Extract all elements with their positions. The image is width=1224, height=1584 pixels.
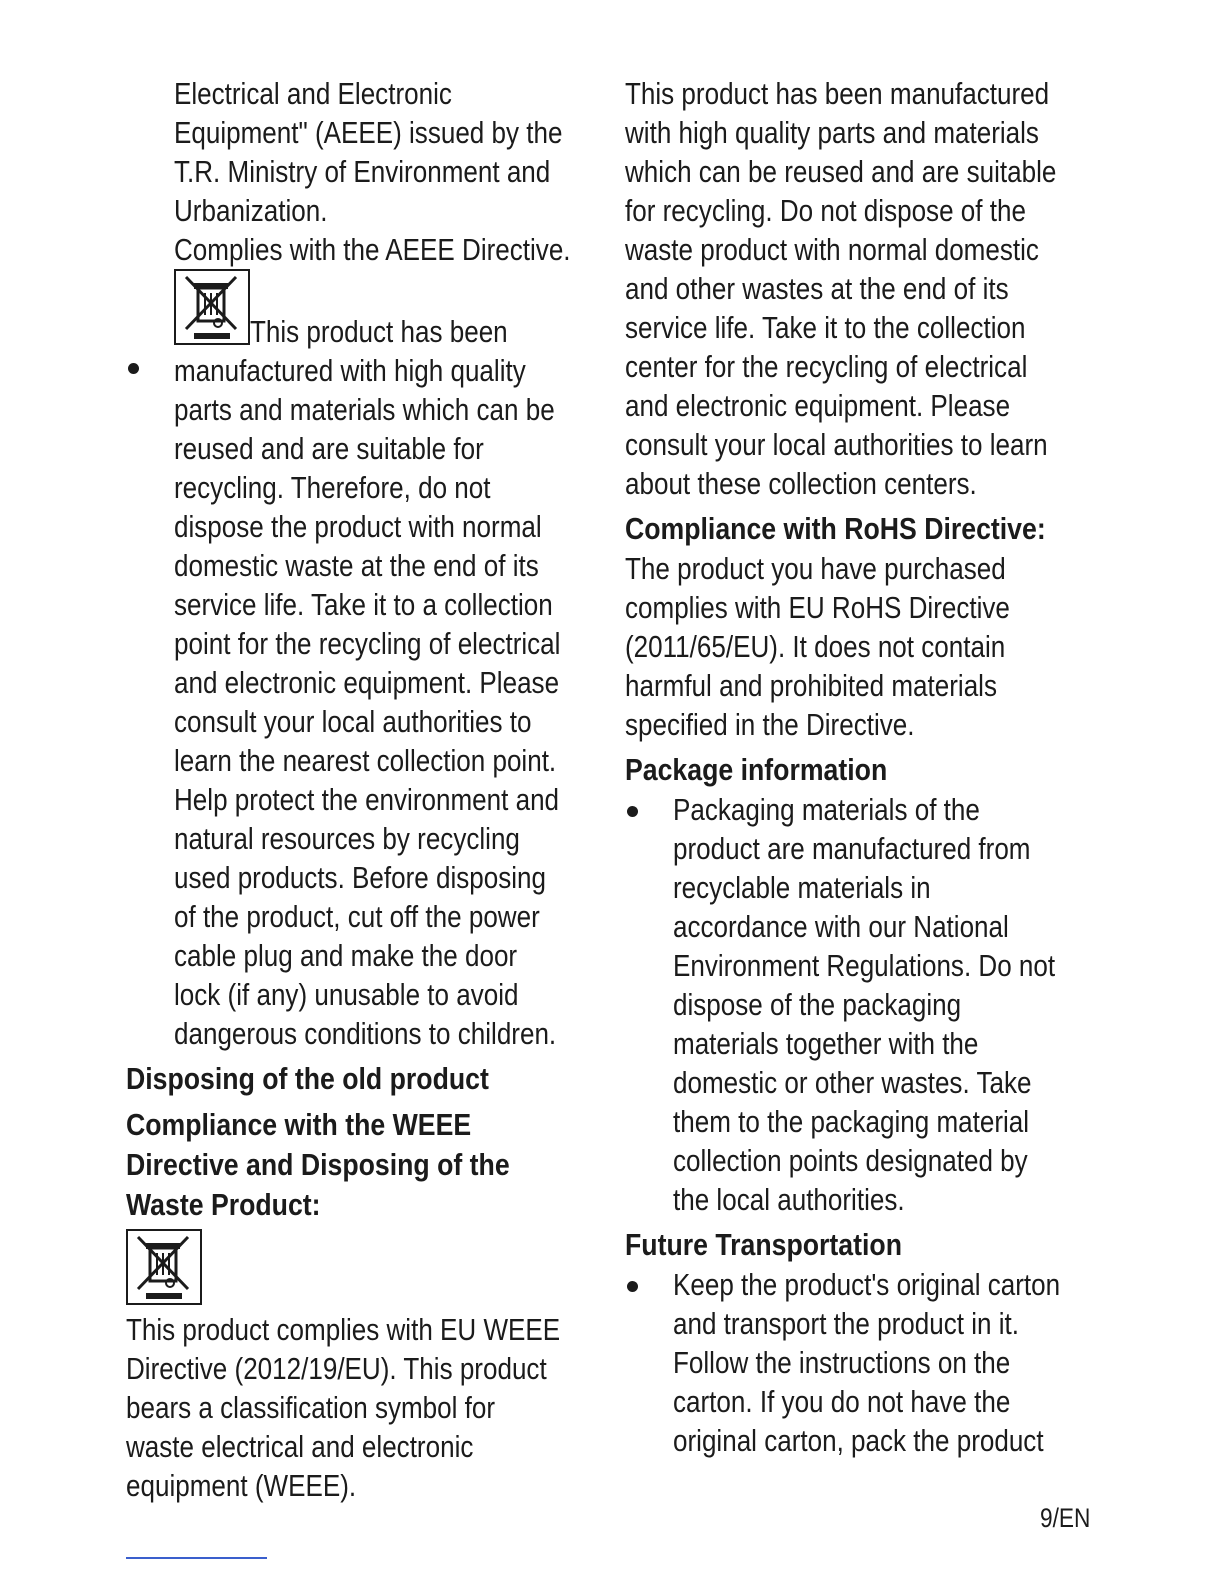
text-line: bears a classification symbol for bbox=[126, 1390, 496, 1425]
recycling-bullet bbox=[126, 269, 596, 1053]
text-line: Follow the instructions on the bbox=[673, 1345, 1011, 1380]
text-line: them to the packaging material bbox=[673, 1104, 1030, 1139]
text-line: parts and materials which can be bbox=[174, 392, 555, 427]
text-line: with high quality parts and materials bbox=[625, 115, 1039, 150]
text-line: original carton, pack the product bbox=[673, 1423, 1044, 1458]
text-line: Packaging materials of the bbox=[673, 792, 980, 827]
heading-package: Package information bbox=[625, 752, 888, 787]
text-line: consult your local authorities to learn bbox=[625, 427, 1048, 462]
text-line: harmful and prohibited materials bbox=[625, 668, 997, 703]
left-column bbox=[126, 74, 596, 1505]
text-line: dispose of the packaging bbox=[673, 987, 962, 1022]
heading-rohs: Compliance with RoHS Directive: bbox=[625, 511, 1046, 546]
crossed-out-wheelie-bin-icon bbox=[174, 269, 250, 345]
bullet-dot bbox=[627, 806, 638, 817]
text-line: about these collection centers. bbox=[625, 466, 977, 501]
rohs-paragraph bbox=[625, 549, 1095, 744]
heading-line: Directive and Disposing of the bbox=[126, 1147, 510, 1182]
text-line: point for the recycling of electrical bbox=[174, 626, 561, 661]
text-line: and other wastes at the end of its bbox=[625, 271, 1009, 306]
text-line: This product complies with EU WEEE bbox=[126, 1312, 561, 1347]
text-line: Keep the product's original carton bbox=[673, 1267, 1061, 1302]
text-line: collection points designated by bbox=[673, 1143, 1028, 1178]
text-line: reused and are suitable for bbox=[174, 431, 484, 466]
text-line: and electronic equipment. Please bbox=[625, 388, 1011, 423]
text-line: product are manufactured from bbox=[673, 831, 1031, 866]
text-line: which can be reused and are suitable bbox=[625, 154, 1057, 189]
text-line: Urbanization. bbox=[174, 193, 328, 228]
aeee-intro bbox=[174, 74, 596, 269]
text-line: Help protect the environment and bbox=[174, 782, 560, 817]
text-line: of the product, cut off the power bbox=[174, 899, 540, 934]
text-line: service life. Take it to a collection bbox=[174, 587, 553, 622]
package-bullet bbox=[625, 790, 1095, 1219]
text-line: cable plug and make the door bbox=[174, 938, 518, 973]
text-line: Environment Regulations. Do not bbox=[673, 948, 1056, 983]
text-line: equipment (WEEE). bbox=[126, 1468, 357, 1503]
text-line: Electrical and Electronic bbox=[174, 76, 452, 111]
text-line: natural resources by recycling bbox=[174, 821, 520, 856]
text-line: used products. Before disposing bbox=[174, 860, 547, 895]
text-line: recycling. Therefore, do not bbox=[174, 470, 491, 505]
text-line: waste product with normal domestic bbox=[625, 232, 1039, 267]
text-line: dispose the product with normal bbox=[174, 509, 542, 544]
heading-transport: Future Transportation bbox=[625, 1227, 902, 1262]
text-line: recyclable materials in bbox=[673, 870, 931, 905]
text-line: Complies with the AEEE Directive. bbox=[174, 232, 571, 267]
text-line: waste electrical and electronic bbox=[126, 1429, 474, 1464]
text-line: for recycling. Do not dispose of the bbox=[625, 193, 1026, 228]
text-line: (2011/65/EU). It does not contain bbox=[625, 629, 1006, 664]
text-line: and electronic equipment. Please bbox=[174, 665, 560, 700]
text-line: manufactured with high quality bbox=[174, 353, 526, 388]
text-line: carton. If you do not have the bbox=[673, 1384, 1011, 1419]
text-line: materials together with the bbox=[673, 1026, 979, 1061]
weee-paragraph bbox=[126, 1310, 596, 1505]
text-line: the local authorities. bbox=[673, 1182, 905, 1217]
transport-bullet bbox=[625, 1265, 1095, 1460]
text-line: specified in the Directive. bbox=[625, 707, 915, 742]
bullet-dot bbox=[627, 1281, 638, 1292]
text-line: Directive (2012/19/EU). This product bbox=[126, 1351, 547, 1386]
page-number: 9/EN bbox=[1040, 1503, 1091, 1533]
text-line: lock (if any) unusable to avoid bbox=[174, 977, 519, 1012]
footer-rule bbox=[126, 1557, 267, 1559]
heading-line: Waste Product: bbox=[126, 1187, 321, 1222]
text-line: T.R. Ministry of Environment and bbox=[174, 154, 551, 189]
text-line: consult your local authorities to bbox=[174, 704, 532, 739]
text-line: and transport the product in it. bbox=[673, 1306, 1019, 1341]
text-line: dangerous conditions to children. bbox=[174, 1016, 557, 1051]
bullet-dot bbox=[128, 363, 139, 374]
heading-line: Compliance with the WEEE bbox=[126, 1107, 472, 1142]
text-line: accordance with our National bbox=[673, 909, 1009, 944]
text-line: center for the recycling of electrical bbox=[625, 349, 1028, 384]
text-line: domestic waste at the end of its bbox=[174, 548, 539, 583]
text-line: The product you have purchased bbox=[625, 551, 1006, 586]
text-line: service life. Take it to the collection bbox=[625, 310, 1026, 345]
text-line: complies with EU RoHS Directive bbox=[625, 590, 1010, 625]
recycle-paragraph bbox=[625, 74, 1095, 503]
text-line: Equipment" (AEEE) issued by the bbox=[174, 115, 563, 150]
crossed-out-wheelie-bin-icon bbox=[126, 1229, 202, 1305]
heading-disposing: Disposing of the old product bbox=[126, 1061, 489, 1096]
right-column bbox=[625, 74, 1095, 1460]
text-line: learn the nearest collection point. bbox=[174, 743, 557, 778]
text-line: This product has been bbox=[250, 314, 508, 349]
text-line: domestic or other wastes. Take bbox=[673, 1065, 1032, 1100]
heading-weee bbox=[126, 1105, 596, 1225]
text-line: This product has been manufactured bbox=[625, 76, 1050, 111]
